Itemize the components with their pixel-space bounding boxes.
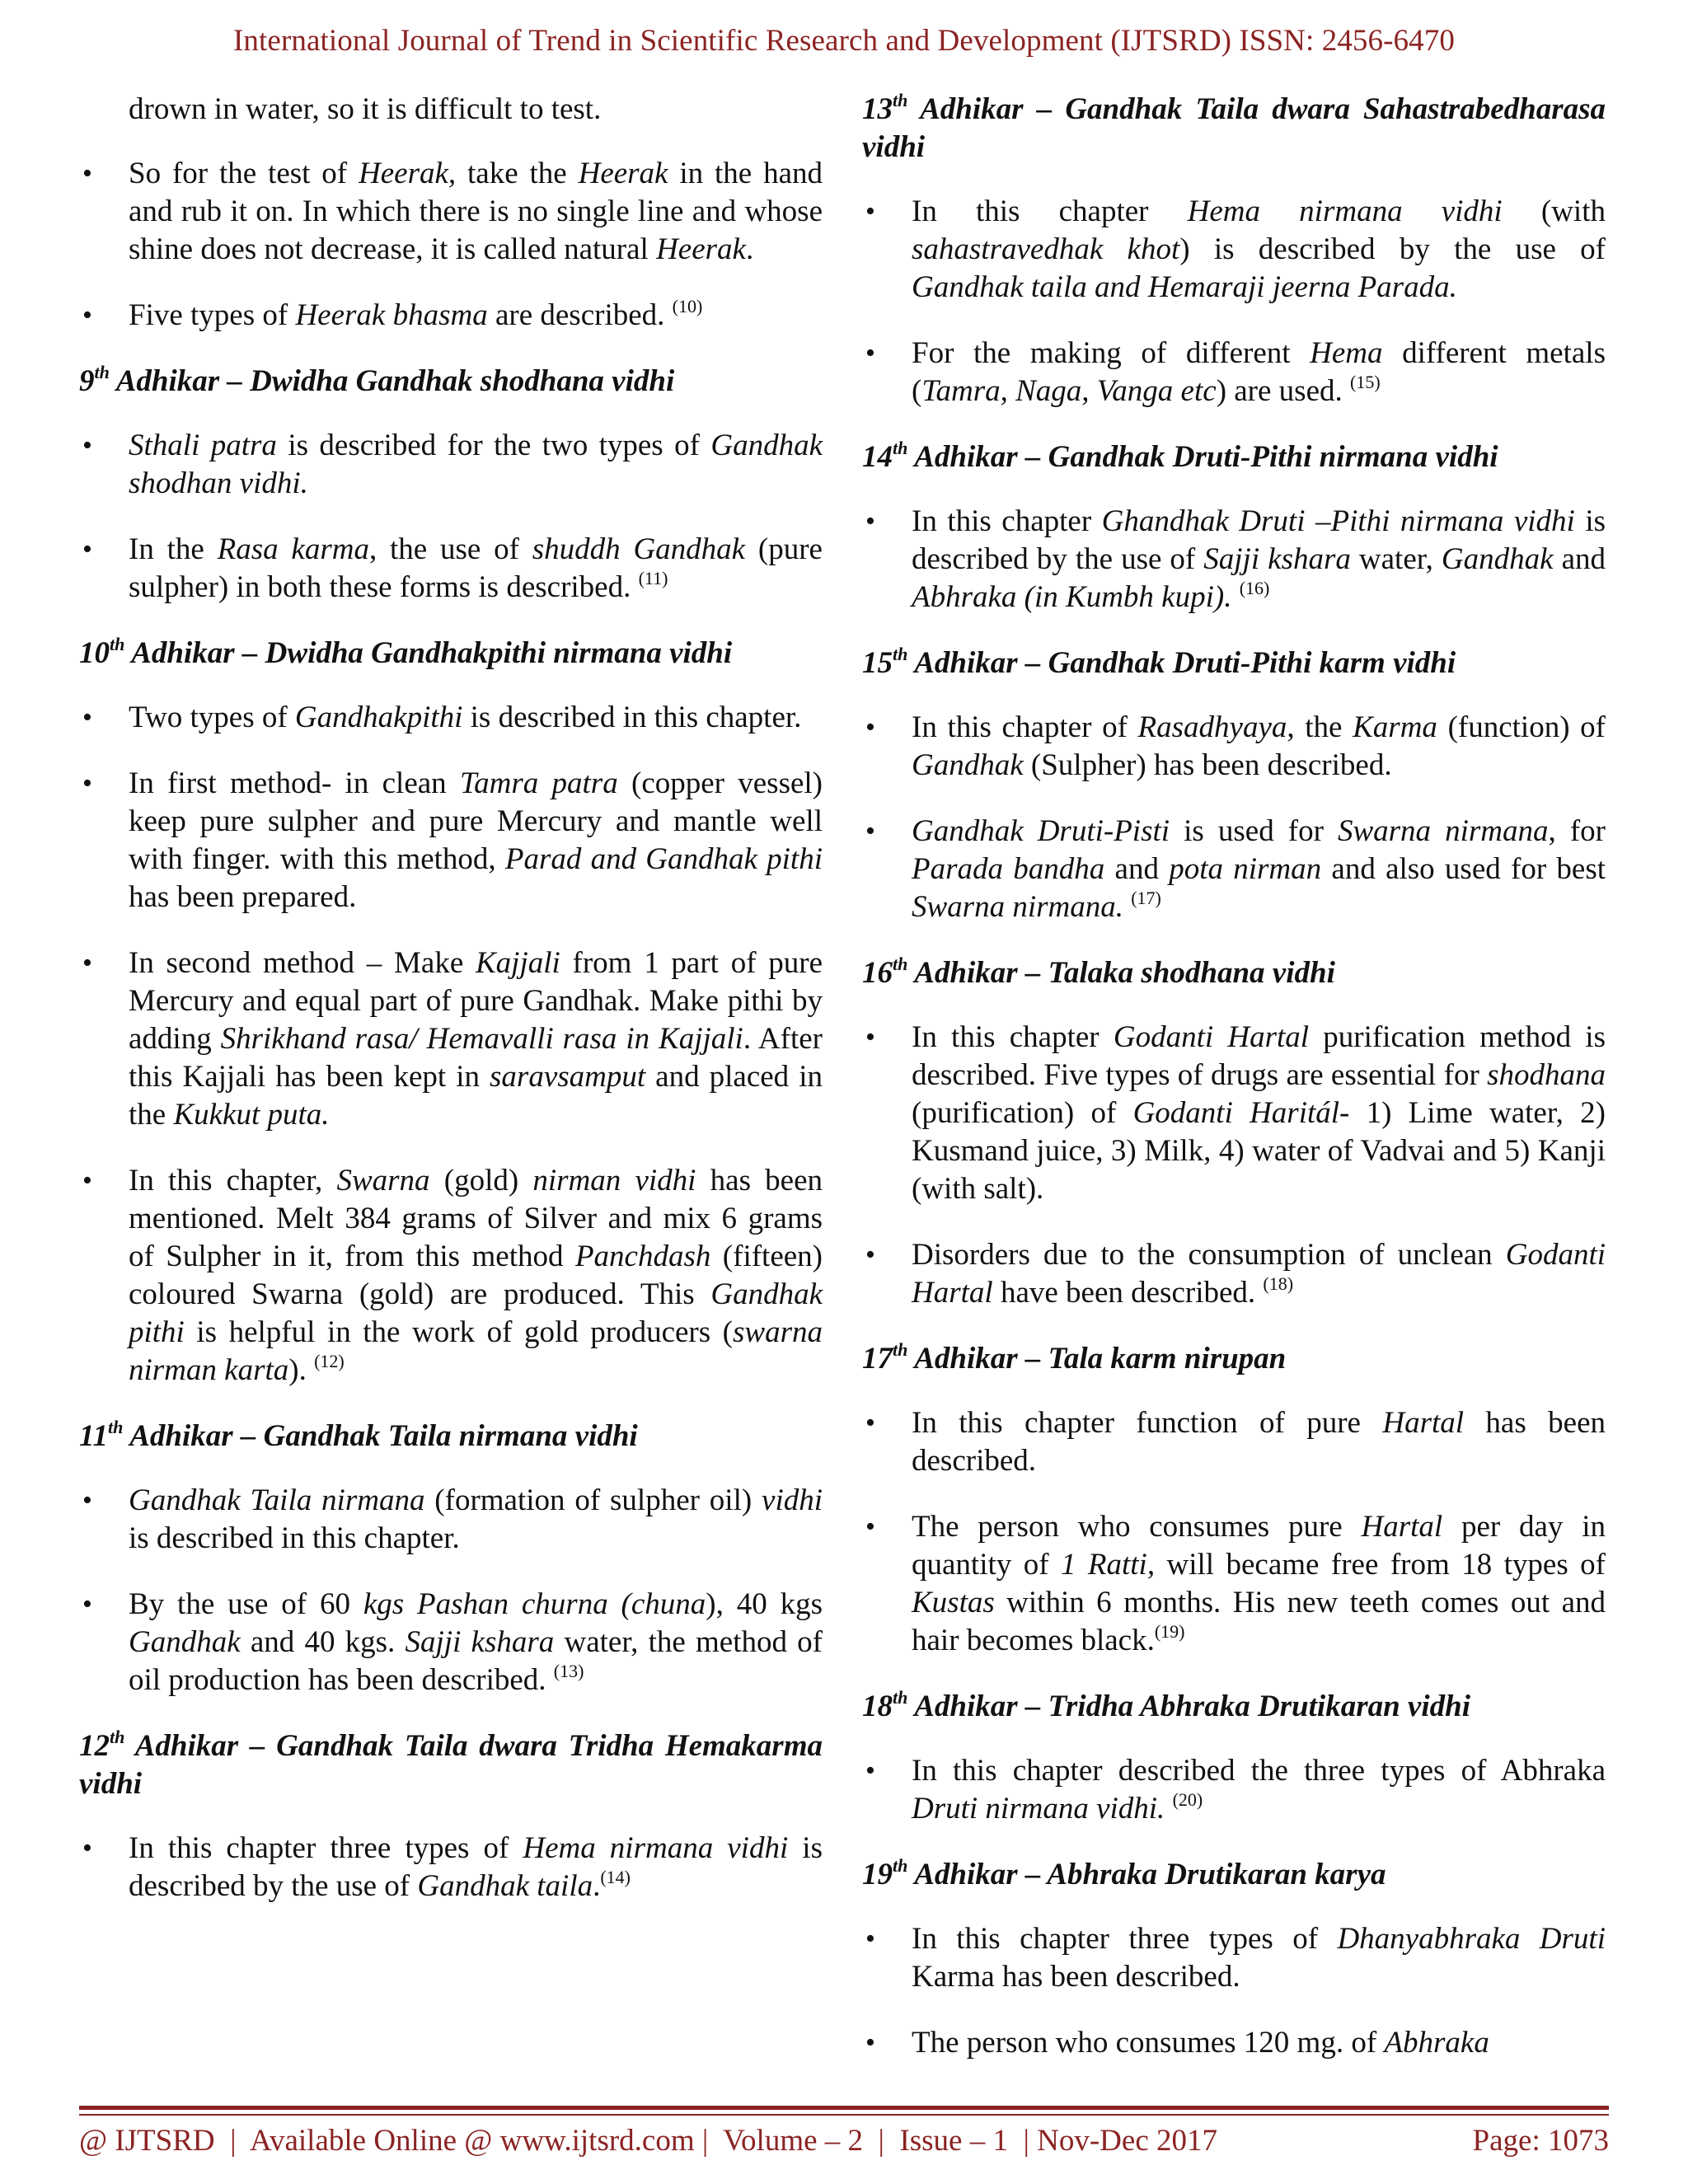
bullet-list xyxy=(862,1404,1606,1660)
section-heading: 12th Adhikar – Gandhak Taila dwara Tridha Hemakarma vidhi xyxy=(79,1726,823,1801)
bullet-list xyxy=(79,699,823,1390)
bullet-list xyxy=(79,1830,823,1905)
footer-info: @ IJTSRD | Available Online @ www.ijtsrd.com | Volume – 2 | Issue – 1 | Nov-Dec 2017 xyxy=(79,2124,1217,2158)
bullet-item: • In this chapter three types of Dhanyabhraka Druti Karma has been described. xyxy=(862,1920,1606,1996)
bullet-item: • In the Rasa karma, the use of shuddh Gandhak (pure sulpher) in both these forms is described. $^{(11)}$ xyxy=(79,531,823,607)
left-column xyxy=(79,91,823,1933)
bullet-list xyxy=(862,503,1606,616)
section-heading: 19th Adhikar – Abhraka Drutikaran karya xyxy=(862,1854,1386,1891)
bullet-item: • Two types of Gandhakpithi is described in this chapter. xyxy=(79,699,823,737)
bullet-list xyxy=(862,1752,1606,1828)
bullet-item: • Disorders due to the consumption of unclean Godanti Hartal have been described. $^{(18)}$ xyxy=(862,1236,1606,1312)
bullet-item: • In second method – Make Kajjali from 1 part of pure Mercury and equal part of pure Gandhak. Make pithi by adding Shrikhand rasa/ Hemavalli rasa in Kajjali. After this Kajjali has been kept in saravsamput and placed in the Kukkut puta. xyxy=(79,944,823,1134)
bullet-item: • In this chapter Hema nirmana vidhi (with sahastravedhak khot) is described by the use of Gandhak taila and Hemaraji jeerna Parada. xyxy=(862,193,1606,307)
bullet-item: • The person who consumes pure Hartal per day in quantity of 1 Ratti, will became free from 18 types of Kustas within 6 months. His new teeth comes out and hair becomes black.$^{(19)}$ xyxy=(862,1508,1606,1660)
footer-rule-thin xyxy=(79,2114,1609,2116)
page-number: Page: 1073 xyxy=(1472,2124,1609,2158)
bullet-item: • So for the test of Heerak, take the Heerak in the hand and rub it on. In which there is no single line and whose shine does not decrease, it is called natural Heerak. xyxy=(79,155,823,269)
journal-header: International Journal of Trend in Scientific Research and Development (IJTSRD) ISSN: 2456-6470 xyxy=(233,24,1455,58)
bullet-list xyxy=(862,1920,1606,2062)
right-column xyxy=(862,91,1606,2090)
section-heading: 11th Adhikar – Gandhak Taila nirmana vidhi xyxy=(79,1416,638,1453)
bullet-item: • Five types of Heerak bhasma are described. $^{(10)}$ xyxy=(79,297,823,335)
bullet-item: • Gandhak Taila nirmana (formation of sulpher oil) vidhi is described in this chapter. xyxy=(79,1482,823,1558)
left-blocks xyxy=(79,155,823,1905)
bullet-list xyxy=(862,709,1606,926)
section-heading: 17th Adhikar – Tala karm nirupan xyxy=(862,1338,1287,1376)
footer-rule-thick xyxy=(79,2106,1609,2110)
bullet-item: • By the use of 60 kgs Pashan churna (chuna), 40 kgs Gandhak and 40 kgs. Sajji kshara water, the method of oil production has been described. $^{(13)}$ xyxy=(79,1586,823,1699)
bullet-item: • In this chapter function of pure Hartal has been described. xyxy=(862,1404,1606,1480)
bullet-list xyxy=(79,155,823,335)
section-heading: 10th Adhikar – Dwidha Gandhakpithi nirmana vidhi xyxy=(79,633,733,670)
right-blocks xyxy=(862,91,1606,2062)
bullet-list xyxy=(79,427,823,607)
bullet-list xyxy=(79,1482,823,1699)
continued-text: drown in water, so it is difficult to test. xyxy=(129,92,602,126)
section-heading: 16th Adhikar – Talaka shodhana vidhi xyxy=(862,953,1335,990)
bullet-item: • In this chapter, Swarna (gold) nirman vidhi has been mentioned. Melt 384 grams of Silver and mix 6 grams of Sulpher in it, from this method Panchdash (fifteen) coloured Swarna (gold) are produced. This Gandhak pithi is helpful in the work of gold producers (swarna nirman karta). $^{(12)}$ xyxy=(79,1162,823,1390)
section-heading: 15th Adhikar – Gandhak Druti-Pithi karm vidhi xyxy=(862,643,1456,680)
bullet-list xyxy=(862,1019,1606,1312)
bullet-item: • In this chapter Ghandhak Druti –Pithi nirmana vidhi is described by the use of Sajji kshara water, Gandhak and Abhraka (in Kumbh kupi). $^{(16)}$ xyxy=(862,503,1606,616)
bullet-item: • In this chapter described the three types of Abhraka Druti nirmana vidhi. $^{(20)}$ xyxy=(862,1752,1606,1828)
bullet-item: • In this chapter three types of Hema nirmana vidhi is described by the use of Gandhak taila.$^{(14)}$ xyxy=(79,1830,823,1905)
section-heading: 18th Adhikar – Tridha Abhraka Drutikaran vidhi xyxy=(862,1686,1470,1723)
section-heading: 13th Adhikar – Gandhak Taila dwara Sahastrabedharasa vidhi xyxy=(862,89,1606,164)
bullet-item: • For the making of different Hema different metals (Tamra, Naga, Vanga etc) are used. $^{(15)}$ xyxy=(862,335,1606,410)
bullet-list xyxy=(862,193,1606,410)
bullet-item: • In first method- in clean Tamra patra (copper vessel) keep pure sulpher and pure Mercury and mantle well with finger. with this method, Parad and Gandhak pithi has been prepared. xyxy=(79,765,823,916)
bullet-item: • The person who consumes 120 mg. of Abhraka xyxy=(862,2024,1606,2062)
bullet-item: • Gandhak Druti-Pisti is used for Swarna nirmana, for Parada bandha and pota nirman and also used for best Swarna nirmana. $^{(17)}$ xyxy=(862,813,1606,926)
bullet-item: • In this chapter Godanti Hartal purification method is described. Five types of drugs are essential for shodhana (purification) of Godanti Haritál- 1) Lime water, 2) Kusmand juice, 3) Milk, 4) water of Vadvai and 5) Kanji (with salt). xyxy=(862,1019,1606,1208)
bullet-item: • Sthali patra is described for the two types of Gandhak shodhan vidhi. xyxy=(79,427,823,503)
section-heading: 9th Adhikar – Dwidha Gandhak shodhana vidhi xyxy=(79,361,675,398)
section-heading: 14th Adhikar – Gandhak Druti-Pithi nirmana vidhi xyxy=(862,437,1498,474)
bullet-item: • In this chapter of Rasadhyaya, the Karma (function) of Gandhak (Sulpher) has been described. xyxy=(862,709,1606,785)
